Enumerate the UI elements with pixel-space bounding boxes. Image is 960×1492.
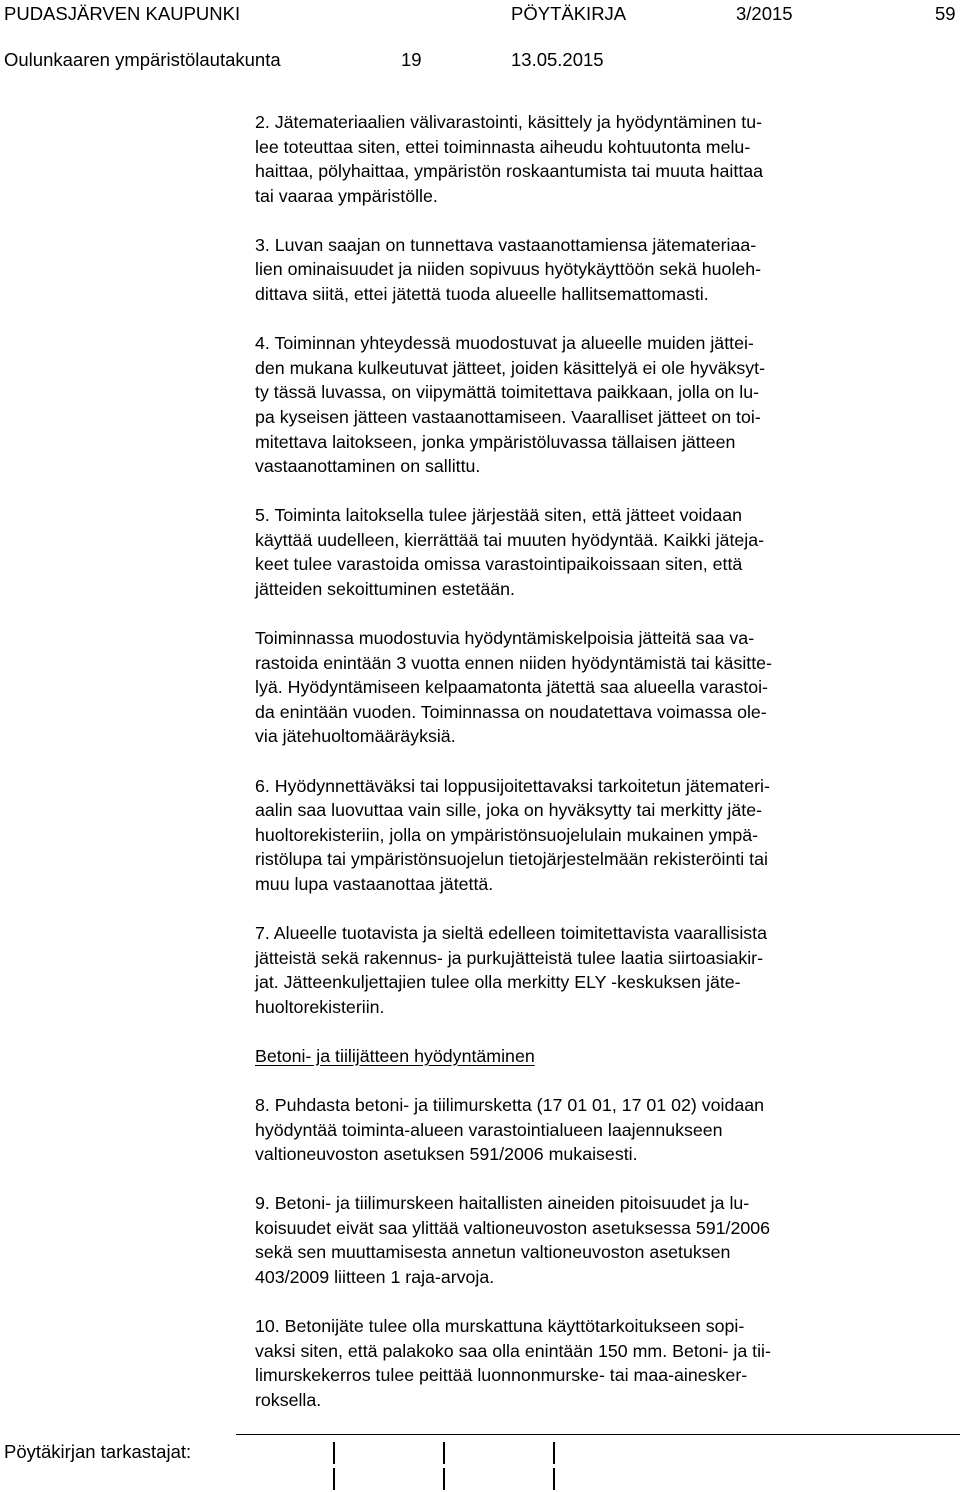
paragraph-line: 403/2009 liitteen 1 raja-arvoja.: [255, 1267, 495, 1288]
section-heading: [255, 1044, 895, 1069]
paragraph-line: sekä sen muuttamisesta annetun valtioneuvoston asetuksen: [255, 1242, 731, 1263]
paragraph: [255, 503, 895, 601]
paragraph-line: roksella.: [255, 1389, 322, 1410]
document-number: 3/2015: [736, 3, 793, 24]
paragraph-line: mitettava laitokseen, jonka ympäristöluvassa tällaisen jätteen: [255, 431, 736, 452]
paragraph-line: huoltorekisteriin, jolla on ympäristönsuojelulain mukainen ympä-: [255, 824, 759, 845]
paragraph: [255, 1093, 895, 1167]
paragraph-line: limurskekerros tulee peittää luonnonmurske- tai maa-ainesker-: [255, 1365, 748, 1386]
signature-line: [553, 1468, 555, 1490]
paragraph-line: vaksi siten, että palakoko saa olla enintään 150 mm. Betoni- ja tii-: [255, 1340, 771, 1361]
paragraph-line: käyttää uudelleen, kierrättää tai muuten hyödyntää. Kaikki jäteja-: [255, 529, 765, 550]
footer-rule: [236, 1434, 960, 1435]
inspectors-label: Pöytäkirjan tarkastajat:: [4, 1441, 192, 1462]
signature-line: [443, 1468, 445, 1490]
paragraph-line: 10. Betonijäte tulee olla murskattuna käyttötarkoitukseen sopi-: [255, 1316, 745, 1337]
paragraph-line: 8. Puhdasta betoni- ja tiilimursketta (17 01 01, 17 01 02) voidaan: [255, 1095, 765, 1115]
paragraph-line: haittaa, pölyhaittaa, ympäristön roskaantumista tai muuta haittaa: [255, 161, 764, 182]
document-body: [255, 110, 895, 1437]
paragraph-line: via jätehuoltomääräyksiä.: [255, 726, 456, 747]
paragraph-line: vastaanottaminen on sallittu.: [255, 456, 481, 477]
paragraph-line: muu lupa vastaanottaa jätettä.: [255, 873, 494, 894]
paragraph-line: den mukana kulkeutuvat jätteet, joiden käsittelyä ei ole hyväksyt-: [255, 357, 766, 378]
paragraph: [255, 331, 895, 479]
signature-line: [333, 1442, 335, 1464]
paragraph-line: rastoida enintään 3 vuotta ennen niiden hyödyntämistä tai käsitte-: [255, 652, 772, 673]
paragraph-line: jätteiden sekoittuminen estetään.: [255, 579, 515, 599]
paragraph-line: ristölupa tai ympäristönsuojelun tietojärjestelmään rekisteröinti tai: [255, 849, 768, 870]
paragraph: [255, 774, 895, 897]
paragraph: [255, 921, 895, 1019]
committee-name: Oulunkaaren ympäristölautakunta: [4, 49, 281, 70]
paragraph-line: tai vaaraa ympäristölle.: [255, 185, 438, 206]
paragraph-line: 6. Hyödynnettäväksi tai loppusijoitettavaksi tarkoitetun jätemateri-: [255, 775, 770, 796]
signature-line: [553, 1442, 555, 1464]
paragraph-line: Betoni- ja tiilijätteen hyödyntäminen: [255, 1045, 535, 1066]
paragraph: [255, 626, 895, 749]
paragraph-line: 4. Toiminnan yhteydessä muodostuvat ja alueelle muiden jättei-: [255, 333, 754, 354]
page-number: 59: [935, 3, 956, 24]
paragraph-line: huoltorekisteriin.: [255, 996, 385, 1017]
paragraph: [255, 1314, 895, 1412]
paragraph-line: Toiminnassa muodostuvia hyödyntämiskelpoisia jätteitä saa va-: [255, 628, 755, 649]
paragraph-line: dittava siitä, ettei jätettä tuoda alueelle hallitsemattomasti.: [255, 284, 709, 305]
paragraph-line: valtioneuvoston asetuksen 591/2006 mukaisesti.: [255, 1144, 638, 1165]
paragraph-line: keet tulee varastoida omissa varastointipaikoissaan siten, että: [255, 554, 743, 575]
signature-line: [443, 1442, 445, 1464]
paragraph-line: jätteistä sekä rakennus- ja purkujätteistä tulee laatia siirtoasiakir-: [255, 947, 763, 968]
paragraph-line: lien ominaisuudet ja niiden sopivuus hyötykäyttöön sekä huoleh-: [255, 259, 762, 280]
paragraph-line: aalin saa luovuttaa vain sille, joka on hyväksytty tai merkitty jäte-: [255, 800, 763, 821]
paragraph-line: 2. Jätemateriaalien välivarastointi, käsittely ja hyödyntäminen tu-: [255, 112, 763, 132]
document-type: PÖYTÄKIRJA: [511, 3, 627, 24]
paragraph-line: ty tässä luvassa, on viipymättä toimitettava paikkaan, jolla on lu-: [255, 382, 760, 403]
paragraph-line: lee toteuttaa siten, ettei toiminnasta aiheudu kohtuutonta melu-: [255, 136, 751, 157]
paragraph-line: jat. Jätteenkuljettajien tulee olla merkitty ELY -keskuksen jäte-: [255, 972, 741, 993]
organization-name: PUDASJÄRVEN KAUPUNKI: [4, 3, 241, 24]
paragraph-line: 9. Betoni- ja tiilimurskeen haitallisten aineiden pitoisuudet ja lu-: [255, 1193, 750, 1214]
paragraph: [255, 233, 895, 307]
paragraph: [255, 110, 895, 208]
paragraph-line: lyä. Hyödyntämiseen kelpaamatonta jätettä saa alueella varastoi-: [255, 677, 768, 698]
paragraph-line: pa kyseisen jätteen vastaanottamiseen. Vaaralliset jätteet on toi-: [255, 406, 761, 427]
paragraph-line: koisuudet eivät saa ylittää valtioneuvoston asetuksessa 591/2006: [255, 1217, 771, 1238]
signature-line: [333, 1468, 335, 1490]
paragraph-line: da enintään vuoden. Toiminnassa on noudatettava voimassa ole-: [255, 701, 767, 722]
paragraph-line: 7. Alueelle tuotavista ja sieltä edelleen toimitettavista vaarallisista: [255, 923, 767, 944]
section-number: 19: [401, 49, 422, 70]
paragraph: [255, 1191, 895, 1289]
paragraph-line: 5. Toiminta laitoksella tulee järjestää siten, että jätteet voidaan: [255, 505, 742, 526]
paragraph-line: hyödyntää toiminta-alueen varastointialueen laajennukseen: [255, 1119, 723, 1140]
paragraph-line: 3. Luvan saajan on tunnettava vastaanottamiensa jätemateriaa-: [255, 234, 757, 255]
meeting-date: 13.05.2015: [511, 49, 604, 70]
